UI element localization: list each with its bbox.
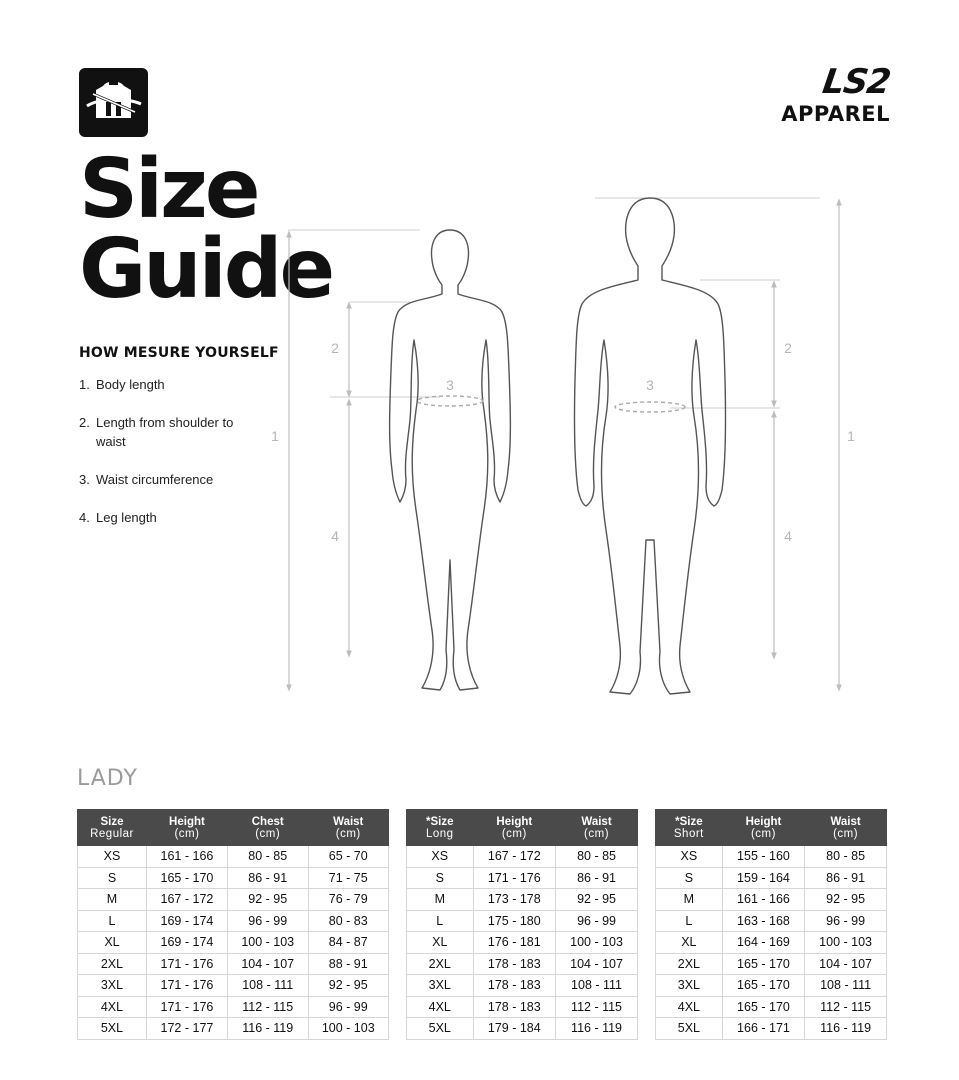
table-header-text: Long [425, 828, 454, 840]
table-header-text: Size [100, 816, 124, 828]
lady-label-1: 1 [271, 428, 279, 444]
table-cell: L [656, 910, 723, 932]
table-cell: 171 - 176 [146, 953, 227, 975]
table-cell: 100 - 103 [556, 932, 638, 954]
table-cell: XS [656, 846, 723, 868]
table-header-text: (cm) [750, 828, 776, 840]
table-header-text: *Size [675, 816, 703, 828]
table-cell: L [78, 910, 147, 932]
table-header-cell [308, 810, 388, 846]
table-row [78, 975, 389, 997]
table-cell: 171 - 176 [146, 975, 227, 997]
table-header-cell [407, 810, 474, 846]
table-row [78, 889, 389, 911]
table-row [656, 889, 887, 911]
table-cell: 108 - 111 [227, 975, 308, 997]
table-row [407, 996, 638, 1018]
table-cell: 178 - 183 [473, 996, 556, 1018]
table-cell: 164 - 169 [722, 932, 804, 954]
table-cell: XS [78, 846, 147, 868]
table-cell: 161 - 166 [146, 846, 227, 868]
table-cell: XL [78, 932, 147, 954]
table-cell: 179 - 184 [473, 1018, 556, 1040]
table-header-text: Regular [90, 828, 134, 840]
table-header-text: Chest [251, 816, 284, 828]
table-header-text: Short [673, 828, 704, 840]
table-cell: 80 - 85 [227, 846, 308, 868]
table-cell: S [78, 867, 147, 889]
lady-label-2: 2 [331, 340, 339, 356]
table-cell: 108 - 111 [805, 975, 887, 997]
table-header-text: Height [169, 816, 205, 828]
table-row [78, 1018, 389, 1040]
table-header-cell [805, 810, 887, 846]
table-cell: 3XL [407, 975, 474, 997]
table-row [656, 975, 887, 997]
table-cell: 112 - 115 [805, 996, 887, 1018]
table-cell: 4XL [407, 996, 474, 1018]
table-cell: 155 - 160 [722, 846, 804, 868]
table-row [656, 846, 887, 868]
table-cell: 178 - 183 [473, 953, 556, 975]
brand-logo [781, 62, 893, 126]
table-cell: 165 - 170 [722, 996, 804, 1018]
table-cell: 86 - 91 [227, 867, 308, 889]
table-cell: 76 - 79 [308, 889, 388, 911]
table-row [407, 889, 638, 911]
table-header-text: (cm) [174, 828, 200, 840]
man-figure [574, 198, 725, 694]
table-cell: M [656, 889, 723, 911]
table-cell: 100 - 103 [227, 932, 308, 954]
table-cell: 80 - 85 [556, 846, 638, 868]
table-header-text: Waist [333, 816, 364, 828]
table-cell: 171 - 176 [146, 996, 227, 1018]
table-header-cell [473, 810, 556, 846]
table-cell: 100 - 103 [805, 932, 887, 954]
table-cell: 96 - 99 [805, 910, 887, 932]
table-header-cell [78, 810, 147, 846]
table-row [78, 996, 389, 1018]
size-table-regular [77, 809, 389, 1040]
table-cell: 2XL [656, 953, 723, 975]
table-header-row [407, 810, 638, 846]
table-cell: 96 - 99 [308, 996, 388, 1018]
table-cell: 4XL [78, 996, 147, 1018]
size-table-short [655, 809, 887, 1040]
table-cell: 86 - 91 [805, 867, 887, 889]
table-cell: 92 - 95 [805, 889, 887, 911]
how-to-item: 4. Leg length [79, 510, 157, 525]
table-row [407, 932, 638, 954]
man-label-1: 1 [847, 428, 855, 444]
table-cell: 171 - 176 [473, 867, 556, 889]
table-header-cell [146, 810, 227, 846]
table-row [407, 953, 638, 975]
table-cell: 96 - 99 [227, 910, 308, 932]
table-cell: 159 - 164 [722, 867, 804, 889]
table-row [407, 846, 638, 868]
table-cell: 165 - 170 [722, 975, 804, 997]
table-row [656, 1018, 887, 1040]
how-to-title: HOW MESURE YOURSELF [79, 345, 279, 361]
table-cell: 5XL [78, 1018, 147, 1040]
table-cell: XS [407, 846, 474, 868]
table-header-cell [556, 810, 638, 846]
jacket-logo-icon [79, 68, 148, 137]
table-cell: 167 - 172 [146, 889, 227, 911]
table-header-text: (cm) [335, 828, 361, 840]
table-cell: 104 - 107 [556, 953, 638, 975]
title-line-2: Guide [79, 222, 333, 317]
table-cell: M [407, 889, 474, 911]
table-row [407, 910, 638, 932]
table-cell: 172 - 177 [146, 1018, 227, 1040]
table-cell: 163 - 168 [722, 910, 804, 932]
table-header-text: *Size [426, 816, 454, 828]
table-cell: 167 - 172 [473, 846, 556, 868]
table-header-text: Waist [581, 816, 612, 828]
how-to-item: 1. Body length [79, 377, 165, 392]
table-row [656, 867, 887, 889]
table-cell: 104 - 107 [227, 953, 308, 975]
lady-figure [390, 230, 511, 690]
table-row [78, 910, 389, 932]
body-figures [260, 190, 860, 710]
table-row [407, 975, 638, 997]
table-header-text: Waist [830, 816, 861, 828]
table-cell: 88 - 91 [308, 953, 388, 975]
table-header-cell [722, 810, 804, 846]
table-cell: 112 - 115 [227, 996, 308, 1018]
table-cell: 165 - 170 [146, 867, 227, 889]
lady-label-3: 3 [446, 377, 454, 393]
table-cell: 65 - 70 [308, 846, 388, 868]
man-label-3: 3 [646, 377, 654, 393]
table-cell: 92 - 95 [227, 889, 308, 911]
man-label-2: 2 [784, 340, 792, 356]
table-header-row [656, 810, 887, 846]
table-cell: 169 - 174 [146, 932, 227, 954]
brand-subtitle: APPAREL [781, 102, 890, 126]
table-cell: M [78, 889, 147, 911]
table-header-text: (cm) [833, 828, 859, 840]
table-row [78, 867, 389, 889]
size-table-long [406, 809, 638, 1040]
table-header-text: Height [745, 816, 782, 828]
table-header-text: (cm) [584, 828, 610, 840]
table-row [407, 867, 638, 889]
lady-label-4: 4 [331, 528, 339, 544]
table-cell: 116 - 119 [227, 1018, 308, 1040]
table-cell: 100 - 103 [308, 1018, 388, 1040]
how-to-item: 3. Waist circumference [79, 472, 214, 487]
table-cell: 92 - 95 [308, 975, 388, 997]
table-cell: XL [656, 932, 723, 954]
how-to-measure [79, 345, 279, 546]
table-row [78, 953, 389, 975]
table-cell: 5XL [407, 1018, 474, 1040]
table-cell: 2XL [78, 953, 147, 975]
table-row [656, 910, 887, 932]
table-cell: 80 - 85 [805, 846, 887, 868]
table-cell: 161 - 166 [722, 889, 804, 911]
table-cell: 2XL [407, 953, 474, 975]
section-label: LADY [77, 766, 138, 791]
table-cell: 116 - 119 [805, 1018, 887, 1040]
table-row [656, 932, 887, 954]
table-cell: 166 - 171 [722, 1018, 804, 1040]
table-header-row [78, 810, 389, 846]
table-row [78, 846, 389, 868]
table-cell: L [407, 910, 474, 932]
table-cell: 80 - 83 [308, 910, 388, 932]
table-cell: 116 - 119 [556, 1018, 638, 1040]
table-row [78, 932, 389, 954]
table-cell: 104 - 107 [805, 953, 887, 975]
table-row [656, 996, 887, 1018]
table-cell: 3XL [78, 975, 147, 997]
brand-mark: LS2 [820, 62, 893, 102]
table-cell: 84 - 87 [308, 932, 388, 954]
table-cell: 112 - 115 [556, 996, 638, 1018]
table-cell: 165 - 170 [722, 953, 804, 975]
table-cell: 3XL [656, 975, 723, 997]
table-cell: 108 - 111 [556, 975, 638, 997]
table-header-text: (cm) [255, 828, 281, 840]
table-cell: 4XL [656, 996, 723, 1018]
table-header-text: Height [496, 816, 533, 828]
table-cell: 71 - 75 [308, 867, 388, 889]
table-row [407, 1018, 638, 1040]
table-cell: 178 - 183 [473, 975, 556, 997]
how-to-item: 2. Length from shoulder to waist [79, 415, 234, 449]
table-cell: S [656, 867, 723, 889]
man-label-4: 4 [784, 528, 792, 544]
table-cell: XL [407, 932, 474, 954]
how-to-list [79, 375, 279, 527]
table-header-text: (cm) [501, 828, 527, 840]
table-row [656, 953, 887, 975]
table-cell: 176 - 181 [473, 932, 556, 954]
table-header-cell [227, 810, 308, 846]
table-cell: 169 - 174 [146, 910, 227, 932]
table-cell: 173 - 178 [473, 889, 556, 911]
table-cell: 175 - 180 [473, 910, 556, 932]
table-cell: S [407, 867, 474, 889]
table-cell: 5XL [656, 1018, 723, 1040]
table-cell: 86 - 91 [556, 867, 638, 889]
table-cell: 92 - 95 [556, 889, 638, 911]
table-header-cell [656, 810, 723, 846]
table-cell: 96 - 99 [556, 910, 638, 932]
title-line-1: Size [79, 142, 258, 237]
